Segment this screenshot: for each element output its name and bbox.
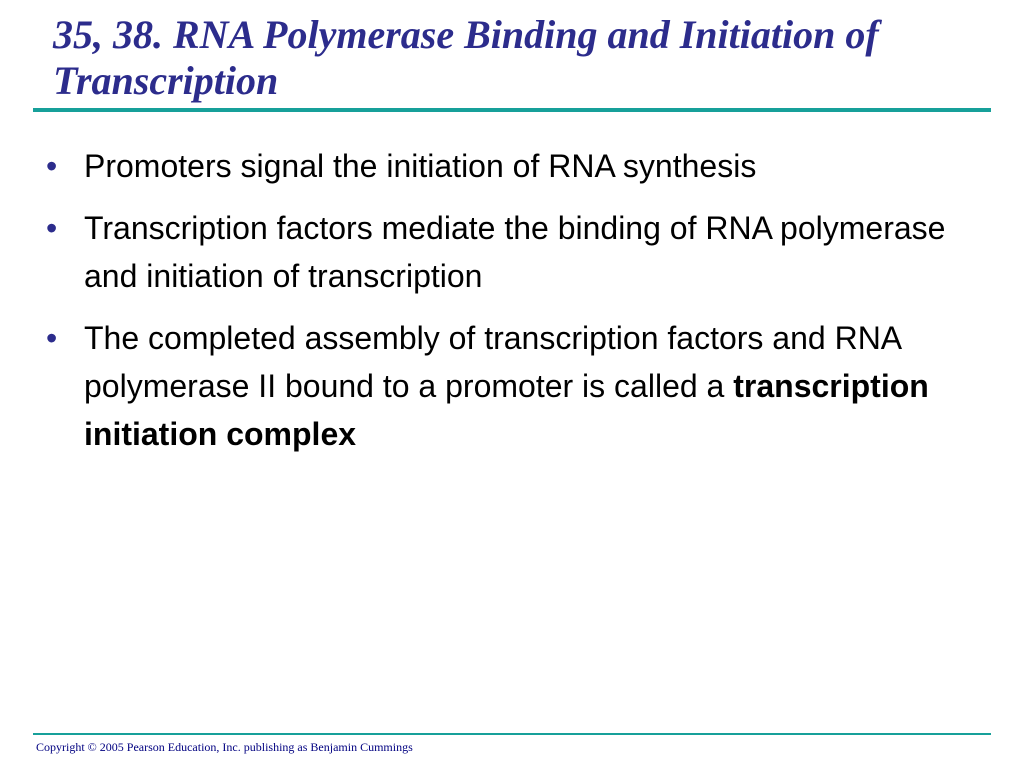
title-divider [33, 108, 991, 112]
bullet-text: Promoters signal the initiation of RNA synthesis [84, 148, 757, 184]
bullet-item [42, 204, 962, 300]
bullet-icon: • [46, 320, 58, 356]
slide-title: 35, 38. RNA Polymerase Binding and Initiation of Transcription [53, 12, 879, 103]
bullet-item [42, 142, 962, 190]
footer-divider [33, 733, 991, 735]
key-term: transcription initiation complex [84, 368, 929, 452]
bullet-text: Transcription factors mediate the binding of RNA polymerase and initiation of transcription [84, 210, 946, 294]
copyright-notice: Copyright © 2005 Pearson Education, Inc. publishing as Benjamin Cummings [36, 740, 413, 754]
bullet-icon: • [46, 148, 58, 184]
bullet-icon: • [46, 210, 58, 246]
bullet-text: The completed assembly of transcription factors and RNA polymerase II bound to a promoter is called a [84, 320, 901, 404]
bullet-item [42, 314, 962, 458]
bullet-list [42, 142, 962, 472]
